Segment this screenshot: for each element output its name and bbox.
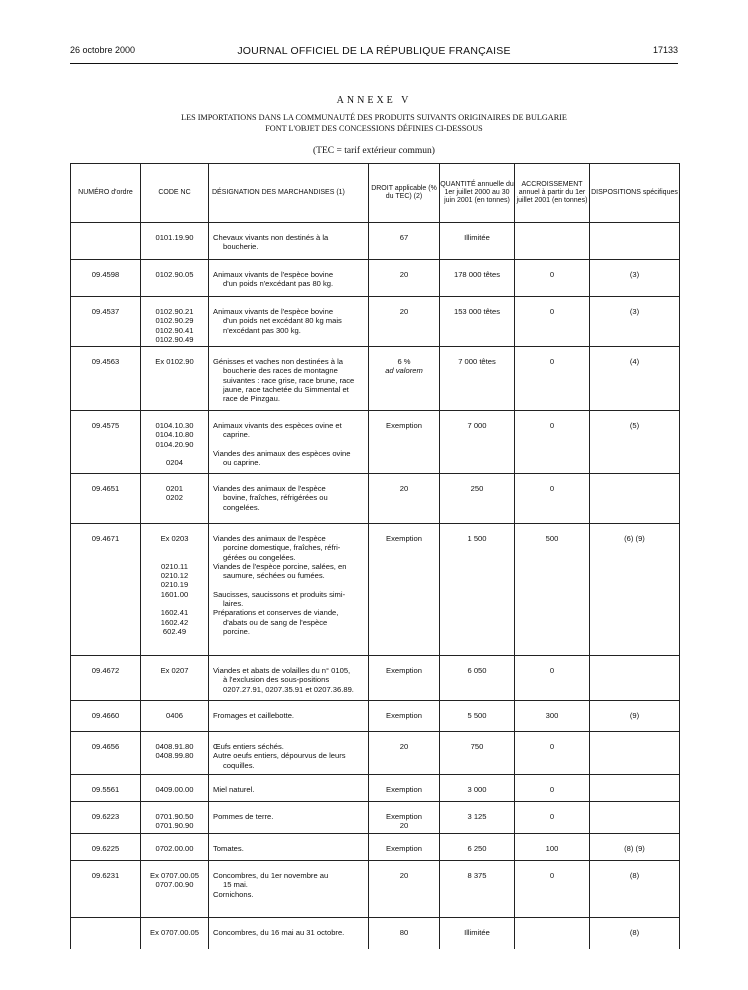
cell-code-nc (141, 918, 209, 949)
cell-accroissement (515, 223, 590, 260)
code-nc-line: 0210.11 (161, 561, 188, 571)
droit-line: Exemption (386, 666, 422, 675)
cell-quantite: 6 250 (440, 834, 515, 861)
cell-numero: 09.4656 (71, 732, 141, 775)
designation-line: Chevaux vivants non destinés à la (213, 233, 329, 242)
cell-numero: 09.4672 (71, 656, 141, 701)
cell-dispositions: (3) (590, 260, 680, 297)
code-nc-line: 0701.90.90 (155, 821, 194, 831)
cell-dispositions (590, 474, 680, 524)
cell-droit (369, 474, 440, 524)
designation-line: 0207.27.91, 0207.35.91 et 0207.36.89. (223, 684, 354, 694)
cell-numero (71, 223, 141, 260)
code-nc-line (145, 449, 204, 458)
cell-dispositions: (6) (9) (590, 524, 680, 656)
code-nc-line: 0104.10.80 (155, 430, 194, 440)
cell-numero: 09.4651 (71, 474, 141, 524)
table-row (71, 656, 680, 701)
cell-quantite: 6 050 (440, 656, 515, 701)
cell-quantite: Illimitée (440, 918, 515, 949)
tec-note: (TEC = tarif extérieur commun) (313, 146, 435, 156)
cell-code-nc (141, 411, 209, 474)
code-nc-line: 0406 (166, 711, 183, 720)
droit-line: 20 (399, 270, 409, 279)
designation-line: Concombres, du 1er novembre au (213, 871, 329, 880)
cell-designation (209, 223, 369, 260)
code-nc-line: 0701.90.50 (155, 812, 194, 821)
designation-line: race de Pinzgau. (223, 394, 280, 404)
cell-designation (209, 861, 369, 918)
table-row (71, 223, 680, 260)
droit-line: 67 (399, 233, 409, 242)
cell-accroissement: 0 (515, 411, 590, 474)
annex-subtitle-line-1: LES IMPORTATIONS DANS LA COMMUNAUTÉ DES PRODUITS SUIVANTS ORIGINAIRES DE BULGARIE (181, 113, 567, 122)
designation-line: porcine. (223, 626, 251, 636)
table-row (71, 297, 680, 347)
designation-line: d'abats ou de sang de l'espèce (223, 617, 328, 627)
cell-droit (369, 732, 440, 775)
designation-line: Animaux vivants des espèces ovine et (213, 421, 342, 430)
cell-droit (369, 524, 440, 656)
cell-code-nc (141, 861, 209, 918)
cell-quantite: 3 000 (440, 775, 515, 802)
cell-code-nc (141, 524, 209, 656)
cell-dispositions: (4) (590, 347, 680, 411)
code-nc-line: 0408.91.80 (155, 742, 194, 751)
table-row (71, 411, 680, 474)
designation-line: caprine. (223, 430, 251, 440)
cell-accroissement: 0 (515, 474, 590, 524)
code-nc-line: 0201 (166, 484, 183, 493)
table-row (71, 775, 680, 802)
code-nc-line (145, 543, 204, 552)
designation-line: Préparations et conserves de viande, (213, 608, 339, 618)
designation-line: gérées ou congelées. (223, 552, 296, 562)
header-journal-title: JOURNAL OFFICIEL DE LA RÉPUBLIQUE FRANÇAISE (237, 45, 511, 57)
designation-line: Animaux vivants de l'espèce bovine (213, 270, 334, 279)
code-nc-line: 1602.42 (160, 617, 189, 627)
droit-line: Exemption (386, 844, 422, 853)
cell-accroissement: 100 (515, 834, 590, 861)
code-nc-line: 0204 (166, 458, 183, 468)
code-nc-line: 0102.90.21 (155, 307, 194, 316)
table-header-row (71, 164, 680, 223)
cell-dispositions (590, 775, 680, 802)
cell-dispositions (590, 732, 680, 775)
designation-line: boucherie. (223, 242, 259, 252)
cell-code-nc (141, 223, 209, 260)
cell-dispositions (590, 656, 680, 701)
cell-accroissement: 0 (515, 732, 590, 775)
code-nc-line: 0702.00.00 (155, 844, 194, 853)
annex-title: ANNEXE V (336, 95, 412, 106)
table-row (71, 474, 680, 524)
code-nc-line: Ex 0203 (160, 534, 189, 543)
cell-code-nc (141, 474, 209, 524)
cell-quantite: 7 000 têtes (440, 347, 515, 411)
designation-line: jaune, race tachetée du Simmental et (223, 384, 349, 394)
designation-line: Concombres, du 16 mai au 31 octobre. (213, 928, 345, 937)
droit-line: 20 (399, 821, 409, 831)
droit-line: Exemption (386, 812, 422, 821)
designation-line: Pommes de terre. (213, 812, 274, 821)
cell-droit (369, 834, 440, 861)
table-row (71, 802, 680, 834)
cell-designation (209, 802, 369, 834)
cell-quantite: 750 (440, 732, 515, 775)
droit-line: 80 (399, 928, 409, 937)
designation-line: à l'exclusion des sous-positions (223, 675, 330, 685)
table-row (71, 347, 680, 411)
table-row (71, 524, 680, 656)
designation-line: 15 mai. (223, 880, 248, 890)
cell-quantite: 250 (440, 474, 515, 524)
cell-designation (209, 260, 369, 297)
cell-droit (369, 223, 440, 260)
cell-dispositions: (5) (590, 411, 680, 474)
droit-line: 20 (399, 307, 409, 316)
col-header-numero: NUMÉRO d'ordre (71, 164, 141, 223)
table-row (71, 834, 680, 861)
cell-droit (369, 802, 440, 834)
cell-dispositions: (8) (590, 918, 680, 949)
cell-quantite: 1 500 (440, 524, 515, 656)
cell-numero: 09.6225 (71, 834, 141, 861)
header-page-number: 17133 (652, 45, 678, 55)
designation-line: n'excédant pas 300 kg. (223, 325, 301, 335)
cell-numero: 09.4563 (71, 347, 141, 411)
cell-quantite: Illimitée (440, 223, 515, 260)
designation-line: d'un poids n'excédant pas 80 kg. (223, 279, 334, 289)
cell-quantite: 7 000 (440, 411, 515, 474)
cell-code-nc (141, 802, 209, 834)
code-nc-line: 0104.20.90 (155, 439, 194, 449)
cell-designation (209, 834, 369, 861)
code-nc-line: 602.49 (162, 626, 187, 636)
cell-droit (369, 297, 440, 347)
code-nc-line: 0102.90.05 (155, 270, 194, 279)
cell-droit (369, 260, 440, 297)
table-row (71, 861, 680, 918)
droit-line: 20 (399, 871, 409, 880)
cell-droit (369, 861, 440, 918)
code-nc-line: 0408.99.80 (155, 751, 194, 761)
droit-line: Exemption (386, 421, 422, 430)
cell-designation (209, 656, 369, 701)
droit-line: 20 (399, 484, 409, 493)
cell-designation (209, 474, 369, 524)
designation-line: Œufs entiers séchés. (213, 742, 284, 751)
cell-numero: 09.4598 (71, 260, 141, 297)
designation-line: Génisses et vaches non destinées à la (213, 357, 344, 366)
cell-quantite: 153 000 têtes (440, 297, 515, 347)
code-nc-line: 0101.19.90 (155, 233, 194, 242)
designation-line: Autre oeufs entiers, dépourvus de leurs (213, 751, 346, 761)
cell-dispositions (590, 802, 680, 834)
cell-droit (369, 411, 440, 474)
cell-accroissement: 0 (515, 775, 590, 802)
cell-code-nc (141, 260, 209, 297)
designation-line: Fromages et caillebotte. (213, 711, 295, 720)
cell-accroissement: 0 (515, 861, 590, 918)
code-nc-line: 0202 (166, 493, 183, 503)
annex-subtitle-line-2: FONT L'OBJET DES CONCESSIONS DÉFINIES CI-DESSOUS (265, 123, 483, 133)
cell-numero: 09.4671 (71, 524, 141, 656)
cell-numero: 09.6231 (71, 861, 141, 918)
cell-designation (209, 297, 369, 347)
droit-line: 6 % (397, 357, 411, 366)
cell-code-nc (141, 656, 209, 701)
code-nc-line: Ex 0102.90 (155, 357, 194, 366)
cell-numero: 09.4537 (71, 297, 141, 347)
cell-designation (209, 524, 369, 656)
cell-dispositions: (9) (590, 701, 680, 732)
table-row (71, 918, 680, 949)
code-nc-line: 0102.90.29 (155, 316, 194, 326)
designation-line: Saucisses, saucissons et produits simi- (213, 589, 346, 599)
code-nc-line (145, 553, 204, 562)
designation-line: laires. (223, 599, 244, 609)
designation-line: coquilles. (223, 760, 255, 770)
concessions-table (70, 163, 680, 949)
col-header-droit: DROIT applicable (% du TEC) (2) (369, 164, 440, 223)
code-nc-line (145, 599, 204, 608)
designation-line: Viandes de l'espèce porcine, salées, en (213, 561, 347, 571)
designation-line: boucherie des races de montagne (223, 366, 338, 376)
designation-line: saumure, séchées ou fumées. (223, 571, 325, 581)
droit-line: Exemption (386, 711, 422, 720)
designation-line: ou caprine. (223, 458, 261, 468)
cell-accroissement: 0 (515, 802, 590, 834)
code-nc-line: 0210.12 (160, 571, 189, 581)
cell-accroissement (515, 918, 590, 949)
designation-line: Viandes et abats de volailles du n° 0105, (213, 666, 351, 675)
header-rule (70, 63, 678, 64)
designation-line: Viandes des animaux de l'espèce (213, 484, 326, 493)
designation-line: Miel naturel. (213, 785, 255, 794)
cell-accroissement: 0 (515, 297, 590, 347)
cell-dispositions: (8) (9) (590, 834, 680, 861)
cell-code-nc (141, 347, 209, 411)
cell-accroissement: 0 (515, 260, 590, 297)
code-nc-line: 1602.41 (160, 608, 189, 618)
cell-dispositions (590, 223, 680, 260)
cell-designation (209, 701, 369, 732)
code-nc-line: 0210.19 (160, 580, 189, 590)
cell-quantite: 3 125 (440, 802, 515, 834)
header-date: 26 octobre 2000 (70, 45, 136, 55)
cell-code-nc (141, 732, 209, 775)
page-header (70, 45, 678, 61)
cell-quantite: 8 375 (440, 861, 515, 918)
cell-quantite: 5 500 (440, 701, 515, 732)
droit-line: 20 (399, 742, 409, 751)
cell-accroissement: 500 (515, 524, 590, 656)
col-header-accroissement: ACCROISSEMENT annuel à partir du 1er juillet 2001 (en tonnes) (515, 164, 590, 223)
cell-designation (209, 918, 369, 949)
cell-numero: 09.4575 (71, 411, 141, 474)
col-header-dispositions: DISPOSITIONS spécifiques (590, 164, 680, 223)
cell-code-nc (141, 834, 209, 861)
code-nc-line: Ex 0707.00.05 (150, 871, 199, 880)
droit-line: Exemption (386, 534, 422, 543)
designation-line: Animaux vivants de l'espèce bovine (213, 307, 334, 316)
cell-numero: 09.4660 (71, 701, 141, 732)
code-nc-line: 0409.00.00 (155, 785, 194, 794)
cell-dispositions: (8) (590, 861, 680, 918)
designation-line: Viandes des animaux des espèces ovine (213, 448, 351, 458)
table-row (71, 701, 680, 732)
cell-numero (71, 918, 141, 949)
table-row (71, 260, 680, 297)
cell-droit (369, 347, 440, 411)
code-nc-line: 0707.00.90 (155, 880, 194, 890)
designation-line: Viandes des animaux de l'espèce (213, 534, 326, 543)
cell-code-nc (141, 701, 209, 732)
cell-droit (369, 656, 440, 701)
cell-code-nc (141, 775, 209, 802)
droit-line: Exemption (386, 785, 422, 794)
designation-line: porcine domestique, fraîches, réfri- (223, 543, 341, 553)
cell-accroissement: 300 (515, 701, 590, 732)
designation-line: congelées. (223, 502, 260, 512)
code-nc-line: 0104.10.30 (155, 421, 194, 430)
annex-subtitle (120, 113, 628, 134)
designation-line: d'un poids net excédant 80 kg mais (223, 316, 342, 326)
code-nc-line: Ex 0207 (160, 666, 189, 675)
cell-droit (369, 775, 440, 802)
designation-line: Tomates. (213, 844, 244, 853)
cell-code-nc (141, 297, 209, 347)
cell-designation (209, 775, 369, 802)
cell-designation (209, 347, 369, 411)
col-header-code: CODE NC (141, 164, 209, 223)
cell-dispositions: (3) (590, 297, 680, 347)
cell-droit (369, 918, 440, 949)
cell-accroissement: 0 (515, 656, 590, 701)
cell-accroissement: 0 (515, 347, 590, 411)
designation-line (213, 440, 364, 449)
code-nc-line: Ex 0707.00.05 (150, 928, 199, 937)
designation-line: Cornichons. (213, 889, 254, 899)
cell-droit (369, 701, 440, 732)
table-row (71, 732, 680, 775)
table-body (71, 223, 680, 949)
droit-line: ad valorem (385, 366, 423, 376)
code-nc-line: 0102.90.49 (155, 334, 194, 344)
col-header-designation: DÉSIGNATION DES MARCHANDISES (1) (209, 164, 369, 223)
designation-line: suivantes : race grise, race brune, race (223, 375, 355, 385)
designation-line (213, 580, 364, 589)
designation-line: bovine, fraîches, réfrigérées ou (223, 493, 328, 503)
cell-numero: 09.5561 (71, 775, 141, 802)
col-header-quantite: QUANTITÉ annuelle du 1er juillet 2000 au 30 juin 2001 (en tonnes) (440, 164, 515, 223)
cell-quantite: 178 000 têtes (440, 260, 515, 297)
cell-numero: 09.6223 (71, 802, 141, 834)
cell-designation (209, 411, 369, 474)
cell-designation (209, 732, 369, 775)
code-nc-line: 0102.90.41 (155, 325, 194, 335)
code-nc-line: 1601.00 (160, 589, 189, 599)
